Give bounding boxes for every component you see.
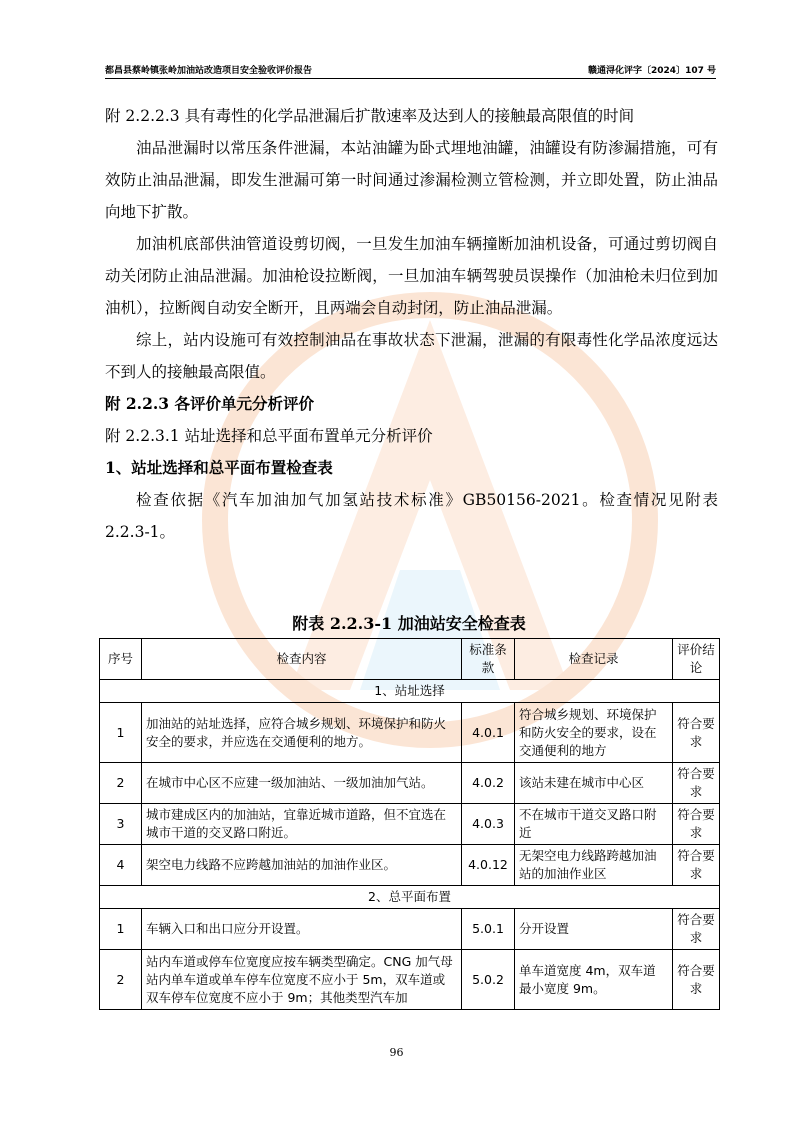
page-header: [105, 58, 716, 79]
header-content: 检查内容: [142, 639, 462, 680]
row-no: 4: [100, 845, 142, 886]
row-conclusion: 符合要求: [673, 909, 720, 950]
section-heading-2-2-3-1: 附 2.2.3.1 站址选择和总平面布置单元分析评价: [105, 427, 433, 445]
header-report-title: 都昌县蔡岭镇张岭加油站改造项目安全验收评价报告: [105, 66, 313, 76]
row-clause: 4.0.2: [462, 763, 515, 804]
paragraph-inspection-basis: 检查依据《汽车加油加气加氢站技术标准》GB50156-2021。检查情况见附表 2.2.3-1。: [105, 491, 718, 541]
row-conclusion: 符合要求: [673, 763, 720, 804]
row-record: 单车道宽度 4m，双车道最小宽度 9m。: [515, 950, 673, 1010]
row-content: 站内车道或停车位宽度应按车辆类型确定。CNG 加气母站内单车道或单车停车位宽度不应小于 5m，双车道或双车停车位宽度不应小于 9m；其他类型汽车加: [142, 950, 462, 1010]
row-no: 3: [100, 804, 142, 845]
section-row-site-layout: [100, 886, 720, 909]
row-record: 不在城市干道交叉路口附近: [515, 804, 673, 845]
table-header-row: [100, 639, 720, 680]
row-content: 城市建成区内的加油站，宜靠近城市道路，但不宜选在城市干道的交叉路口附近。: [142, 804, 462, 845]
paragraph-tank-leakage: 油品泄漏时以常压条件泄漏，本站油罐为卧式埋地油罐，油罐设有防渗漏措施，可有效防止油品泄漏，即发生泄漏可第一时间通过渗漏检测立管检测，并立即处置，防止油品向地下扩散。: [105, 139, 718, 221]
paragraph-shear-valve: 加油机底部供油管道设剪切阀，一旦发生加油车辆撞断加油机设备，可通过剪切阀自动关闭防止油品泄漏。加油枪设拉断阀，一旦加油车辆驾驶员误操作（加油枪未归位到加油机），拉断阀自动安全断开，且两端会自动封闭，防止油品泄漏。: [105, 235, 718, 317]
row-conclusion: 符合要求: [673, 950, 720, 1010]
section-label: 1、站址选择: [100, 680, 720, 703]
paragraph-summary: 综上，站内设施可有效控制油品在事故状态下泄漏，泄漏的有限毒性化学品浓度远达不到人的接触最高限值。: [105, 331, 718, 381]
table-row: [100, 909, 720, 950]
row-clause: 5.0.2: [462, 950, 515, 1010]
row-no: 1: [100, 909, 142, 950]
checklist-heading: 1、站址选择和总平面布置检查表: [105, 458, 333, 477]
safety-checklist-table: [99, 638, 720, 1010]
section-row-site-selection: [100, 680, 720, 703]
row-no: 2: [100, 950, 142, 1010]
row-content: 架空电力线路不应跨越加油站的加油作业区。: [142, 845, 462, 886]
header-document-number: 赣通浔化评字〔2024〕107 号: [588, 66, 716, 76]
row-conclusion: 符合要求: [673, 703, 720, 763]
row-clause: 4.0.12: [462, 845, 515, 886]
header-no: 序号: [100, 639, 142, 680]
section-label: 2、总平面布置: [100, 886, 720, 909]
table-row: [100, 845, 720, 886]
row-conclusion: 符合要求: [673, 804, 720, 845]
header-clause: 标准条款: [462, 639, 515, 680]
row-no: 1: [100, 703, 142, 763]
row-record: 无架空电力线路跨越加油站的加油作业区: [515, 845, 673, 886]
document-body: [105, 100, 718, 548]
section-heading-2-2-2-3: 附 2.2.2.3 具有毒性的化学品泄漏后扩散速率及达到人的接触最高限值的时间: [105, 107, 635, 125]
table-row: [100, 703, 720, 763]
row-conclusion: 符合要求: [673, 845, 720, 886]
table-title: 附表 2.2.3-1 加油站安全检查表: [292, 614, 526, 633]
row-record: 该站未建在城市中心区: [515, 763, 673, 804]
row-content: 加油站的站址选择，应符合城乡规划、环境保护和防火安全的要求，并应选在交通便利的地方。: [142, 703, 462, 763]
row-record: 符合城乡规划、环境保护和防火安全的要求，设在交通便利的地方: [515, 703, 673, 763]
page-number: 96: [389, 1046, 404, 1059]
row-clause: 4.0.1: [462, 703, 515, 763]
table-row: [100, 950, 720, 1010]
header-record: 检查记录: [515, 639, 673, 680]
row-no: 2: [100, 763, 142, 804]
row-content: 车辆入口和出口应分开设置。: [142, 909, 462, 950]
row-clause: 5.0.1: [462, 909, 515, 950]
table-row: [100, 804, 720, 845]
row-content: 在城市中心区不应建一级加油站、一级加油加气站。: [142, 763, 462, 804]
row-clause: 4.0.3: [462, 804, 515, 845]
header-conclusion: 评价结论: [673, 639, 720, 680]
table-row: [100, 763, 720, 804]
row-record: 分开设置: [515, 909, 673, 950]
section-heading-2-2-3: 附 2.2.3 各评价单元分析评价: [105, 394, 314, 413]
